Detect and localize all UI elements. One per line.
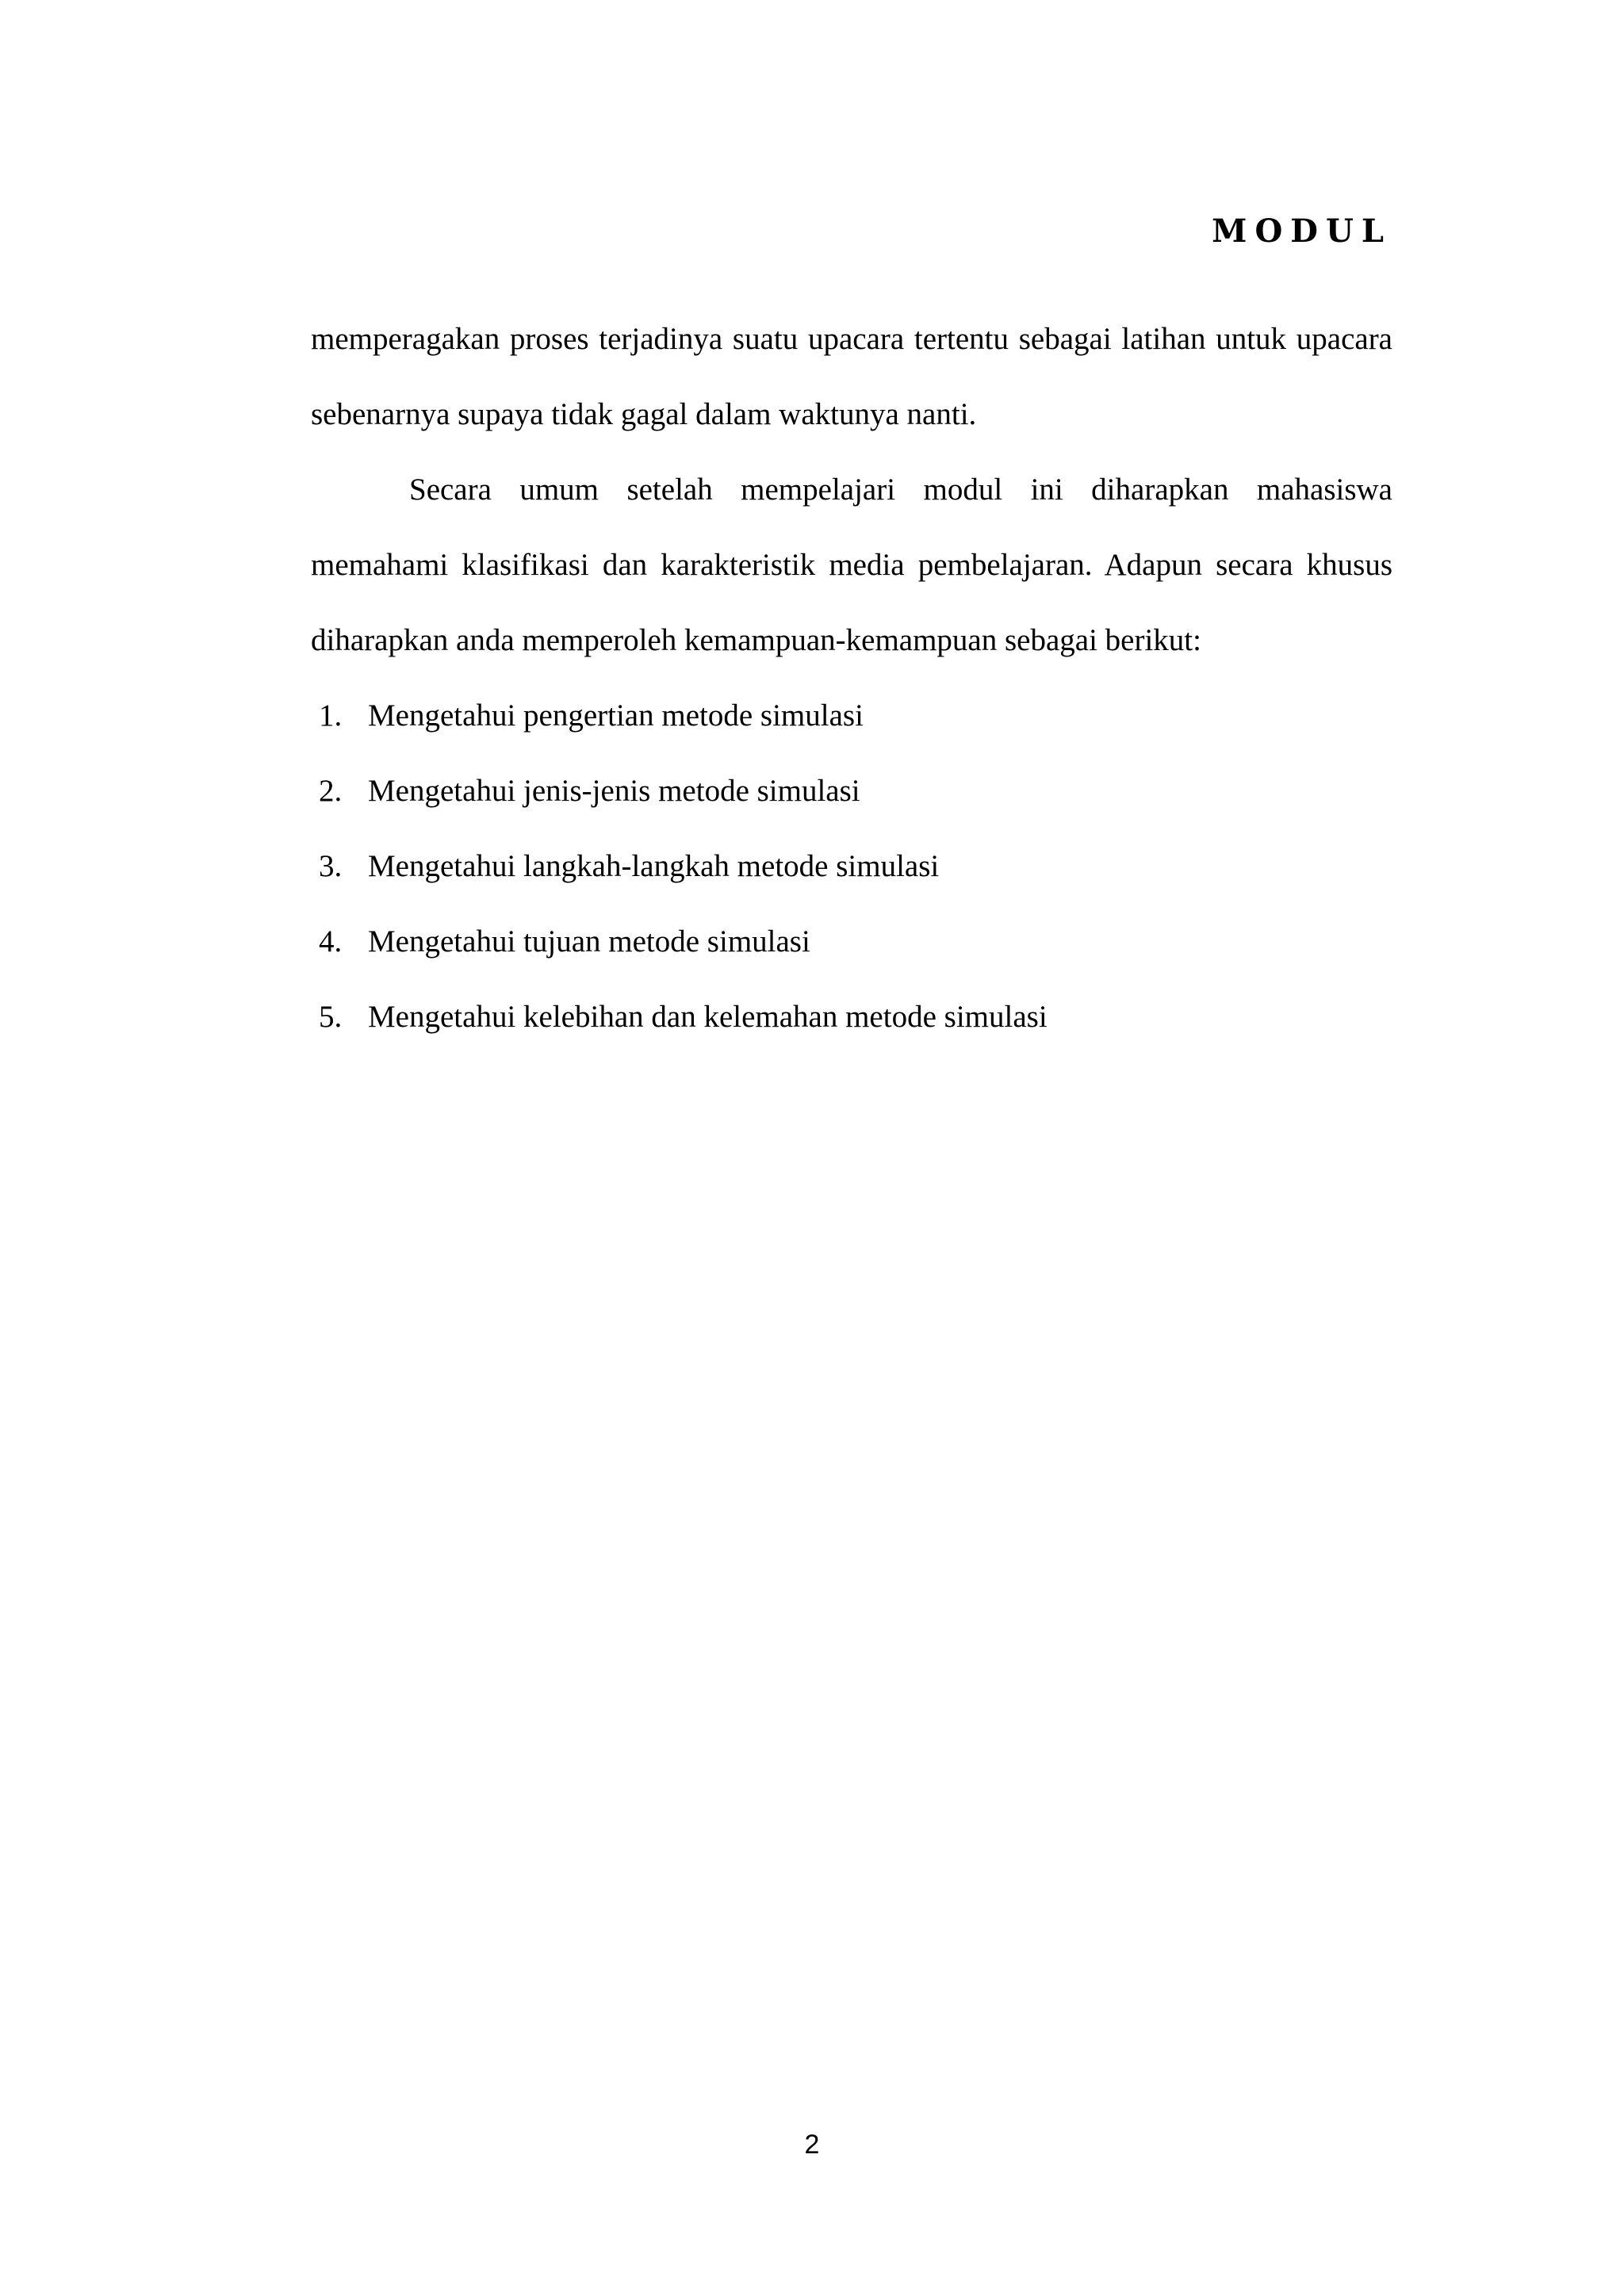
list-item <box>311 979 1392 1054</box>
list-item <box>311 828 1392 904</box>
page-number: 2 <box>804 2130 820 2160</box>
list-item-text: Mengetahui jenis-jenis metode simulasi <box>368 774 860 808</box>
body-content <box>311 301 1392 1054</box>
list-item-number: 2. <box>319 774 343 808</box>
list-item-number: 4. <box>319 924 343 959</box>
paragraph-continuation: memperagakan proses terjadinya suatu upacara tertentu sebagai latihan untuk upacara sebenarnya supaya tidak gagal dalam waktunya nanti. <box>311 322 1392 431</box>
list-item-text: Mengetahui langkah-langkah metode simulasi <box>368 849 940 883</box>
list-item-number: 1. <box>319 698 343 733</box>
paragraph-objectives: Secara umum setelah mempelajari modul ini diharapkan mahasiswa memahami klasifikasi dan karakteristik media pembelajaran. Adapun secara khusus diharapkan anda memperoleh kemampuan-kemampuan sebagai berikut: <box>311 473 1392 657</box>
list-item-text: Mengetahui kelebihan dan kelemahan metode simulasi <box>368 1000 1048 1034</box>
list-item-number: 5. <box>319 1000 343 1034</box>
list-item <box>311 904 1392 979</box>
objectives-list <box>311 678 1392 1054</box>
list-item-text: Mengetahui pengertian metode simulasi <box>368 698 864 733</box>
list-item <box>311 678 1392 753</box>
header-title: MODUL <box>1212 212 1392 250</box>
list-item-number: 3. <box>319 849 343 883</box>
list-item <box>311 753 1392 828</box>
list-item-text: Mengetahui tujuan metode simulasi <box>368 924 810 959</box>
